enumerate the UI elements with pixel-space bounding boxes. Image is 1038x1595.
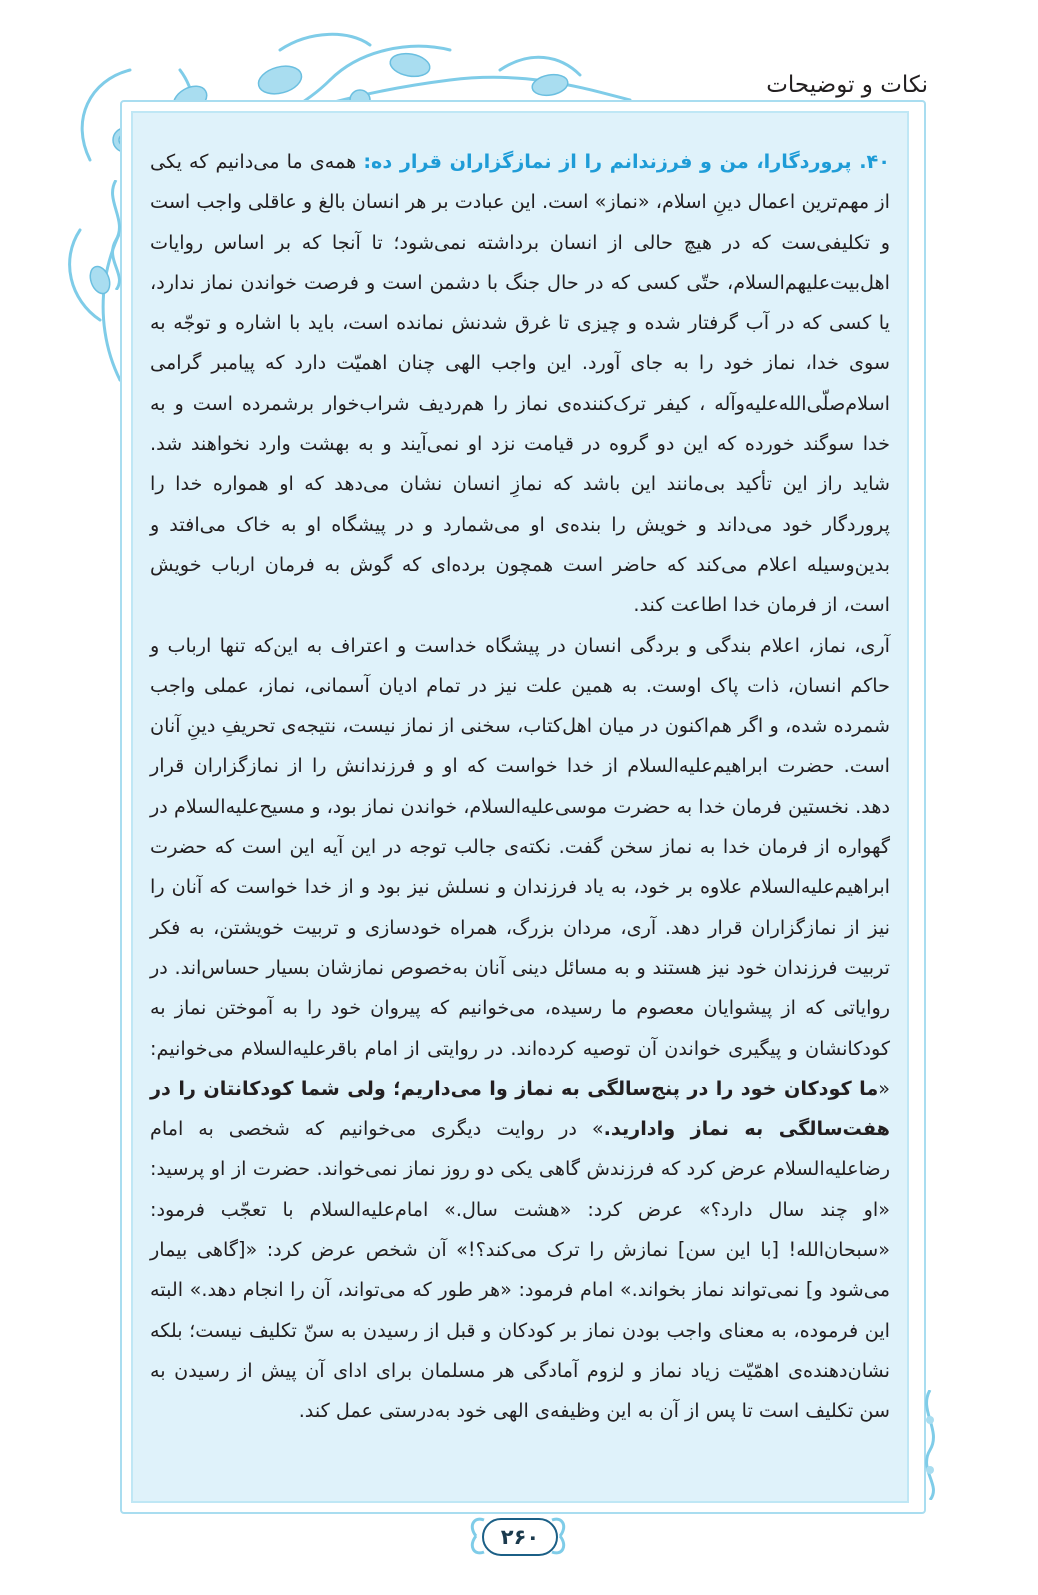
page-number: ۲۶۰: [482, 1518, 558, 1556]
paragraph-prayer-history: [150, 626, 890, 1432]
hadith-quote: ما کودکان خود را در پنج‌سالگی به نماز وا می‌داریم؛ ولی شما کودکانتان را در هفت‌سالگی به نماز وادارید.: [150, 1076, 890, 1141]
paragraph-body-part-2: » در روایت دیگری می‌خوانیم که شخصی به امام رضاعلیه‌السلام عرض کرد که فرزندش گاهی یکی دو روز نماز نمی‌خواند. حضرت از او پرسید: «او چند سال دارد؟» عرض کرد: «هشت سال.» امام‌علیه‌السلام با تعجّب فرمود: «سبحان‌الله! [با این سن] نمازش را ترک می‌کند؟!» آن شخص عرض کرد: «[گاهی بیمار می‌شود و] نمی‌تواند نماز بخواند.» امام فرمود: «هر طور که می‌تواند، آن را انجام دهد.» البته این فرموده، به معنای واجب بودن نماز بر کودکان و قبل از رسیدن به سنّ تکلیف نیست؛ بلکه نشان‌دهنده‌ی اهمّیّت زیاد نماز و لزوم آمادگی هر مسلمان برای ادای آن پیش از رسیدن به سن تکلیف است تا پس از آن به این وظیفه‌ی الهی خود به‌درستی عمل کند.: [150, 1117, 890, 1423]
paragraph-body: همه‌ی ما می‌دانیم که یکی از مهم‌ترین اعمال دینِ اسلام، «نماز» است. این عبادت بر هر انسان بالغ و عاقلی واجب است و تکلیفی‌ست که در هیچ حالی از انسان برداشته نمی‌شود؛ تا آنجا که بر اساس روایات اهل‌بیت‌علیهم‌السلام، حتّی کسی که در حال جنگ با دشمن است و فرصت خواندن نماز ندارد، یا کسی که در آب گرفتار شده و چیزی تا غرق شدنش نمانده است، باید با اشاره و توجّه به سوی خدا، نماز خود را به جای آورد. این واجب الهی چنان اهمیّت دارد که پیامبر گرامی اسلام‌صلّی‌الله‌علیه‌وآله ، کیفر ترک‌کننده‌ی نماز را هم‌ردیف شراب‌خوار برشمرده است و به خدا سوگند خورده که این دو گروه در قیامت نزد او نمی‌آیند و به بهشت وارد نخواهند شد. شاید راز این تأکید بی‌مانند این باشد که نمازِ انسان نشان می‌دهد که او همواره خدا را پروردگار خود می‌داند و خویش را بنده‌ی او می‌شمارد و در پیشگاه او به خاک می‌افتد و بدین‌وسیله اعلام می‌کند که حاضر است همچون برده‌ای که گوش به فرمان ارباب خویش است، از فرمان خدا اطاعت کند.: [150, 150, 890, 617]
left-swirl-ornament: [104, 180, 128, 290]
paragraph-body-part-1: آری، نماز، اعلام بندگی و بردگی انسان در پیشگاه خداست و اعتراف به این‌که تنها ارباب و حاکم انسان، ذات پاک اوست. به همین علت نیز در تمام ادیان آسمانی، نماز، عملی واجب شمرده شده، و اگر هم‌اکنون در میان اهل‌کتاب، سخنی از نماز نیست، نتیجه‌ی تحریفِ دینِ آنان است. حضرت ابراهیم‌علیه‌السلام از خدا خواست که او و فرزندانش را از نمازگزاران قرار دهد. نخستین فرمان خدا به حضرت موسی‌علیه‌السلام، خواندن نماز بود، و مسیح‌علیه‌السلام در گهواره از فرمان خدا به نماز سخن گفت. نکته‌ی جالب توجه در این آیه این است که حضرت ابراهیم‌علیه‌السلام علاوه بر خود، به یاد فرزندان و نسلش نیز بود و از خدا خواست که آنان را نیز از نمازگزاران قرار دهد. آری، مردان بزرگ، همراه خودسازی و تربیت خویشتن، به فکر تربیت فرزندان خود نیز هستند و به مسائل دینی آنان به‌خصوص نمازشان بسیار حساس‌اند. در روایاتی که از پیشوایان معصوم ما رسیده، می‌خوانیم که پیروان خود را به آموختن نماز به کودکانشان و پیگیری خواندن آن توصیه کرده‌اند. در روایتی از امام باقرعلیه‌السلام می‌خوانیم: «: [150, 633, 890, 1100]
verse-heading: ۴۰. پروردگارا، من و فرزندانم را از نمازگزاران قرار ده:: [363, 150, 890, 173]
right-swirl-ornament: [918, 1390, 942, 1500]
main-text: [150, 142, 890, 1432]
running-header: نکات و توضیحات: [766, 72, 928, 98]
paragraph-prayer-importance: [150, 142, 890, 626]
page-number-badge: [468, 1508, 568, 1564]
